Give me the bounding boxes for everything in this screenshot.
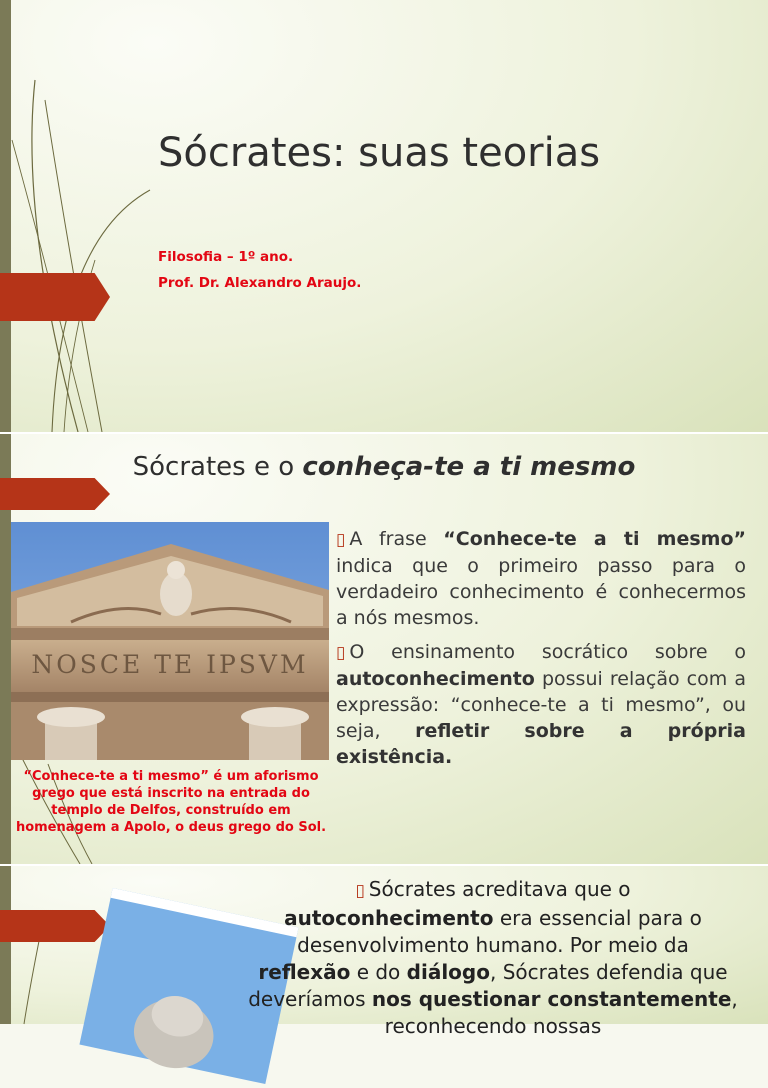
slide-title-text: Sócrates: suas teorias xyxy=(158,130,601,176)
title-emphasis: conheça-te a ti mesmo xyxy=(302,452,636,482)
subtitle xyxy=(158,244,361,296)
bullet-item: ▯ O ensinamento socrático sobre o autoconhecimento possui relação com a expressão: “conhece-te a ti mesmo”, ou seja, refletir sobre a própria existência. xyxy=(336,641,746,768)
bullet-arrow-icon: ▯ xyxy=(355,881,365,901)
slide-title xyxy=(0,0,768,432)
title-plain: Sócrates e o xyxy=(132,452,303,482)
bullet-item: ▯ A frase “Conhece-te a ti mesmo” indica que o primeiro passo para o verdadeiro conhecimento é conhecermos a nós mesmos. xyxy=(336,528,746,629)
red-tab-icon xyxy=(0,478,110,510)
subtitle-line-course: Filosofia – 1º ano. xyxy=(158,249,294,265)
red-tab-icon xyxy=(0,910,110,942)
slide-know-thyself xyxy=(0,434,768,864)
bullet-arrow-icon: ▯ xyxy=(336,643,346,663)
grass-sprig-decoration xyxy=(0,0,160,432)
bullet-arrow-icon: ▯ xyxy=(336,530,346,550)
temple-photo xyxy=(11,522,329,760)
temple-inscription: NOSCE TE IPSVM xyxy=(31,650,309,679)
slide-title-text xyxy=(0,452,768,482)
photo-caption: “Conhece-te a ti mesmo” é um aforismo grego que está inscrito na entrada do templo de Delfos, construído em homenagem a Apolo, o deus grego do Sol. xyxy=(15,769,327,835)
slide-self-knowledge xyxy=(0,866,768,1038)
slide-body-text: ▯ Sócrates acreditava que o autoconhecimento era essencial para o desenvolvimento humano. Por meio da reflexão e do diálogo, Sócrates defendia que deveríamos nos questionar constantemente, reconhecendo nossas xyxy=(248,877,738,1038)
subtitle-line-author: Prof. Dr. Alexandro Araujo. xyxy=(158,275,362,291)
bullet-list xyxy=(336,526,746,778)
red-tab-icon xyxy=(0,273,110,321)
